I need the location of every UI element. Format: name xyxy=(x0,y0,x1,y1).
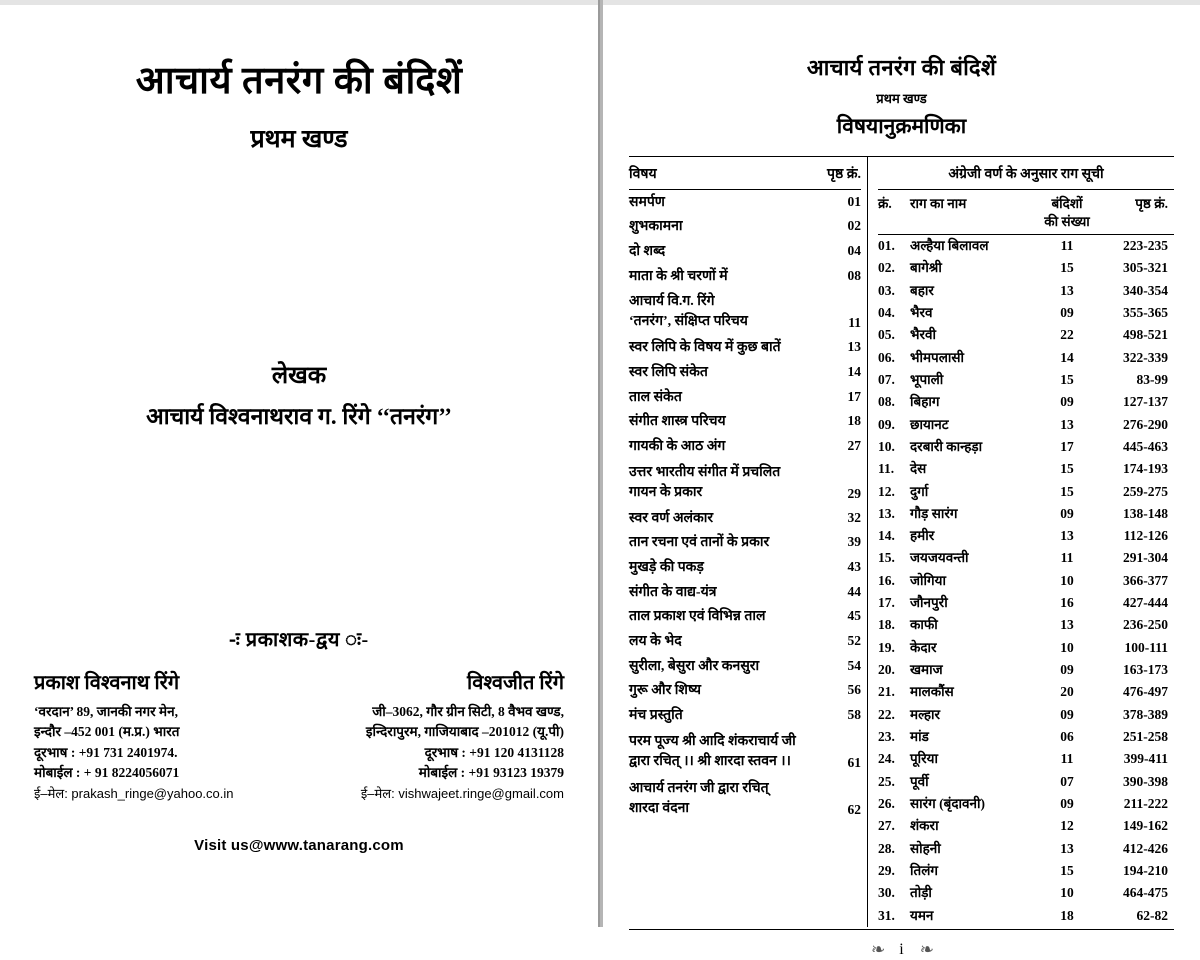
raga-row-count: 10 xyxy=(1060,572,1074,588)
publisher-name: विश्वजीत रिंगे xyxy=(467,671,564,694)
raga-row-pages: 355-365 xyxy=(1123,304,1168,320)
contents-row-title: स्वर लिपि संकेत xyxy=(629,364,708,380)
raga-row[interactable] xyxy=(878,860,1174,882)
contents-row-page: 04 xyxy=(847,242,861,258)
raga-row-num: 26. xyxy=(878,796,895,812)
contents-row[interactable] xyxy=(629,336,861,361)
raga-row[interactable] xyxy=(878,816,1174,838)
contents-row[interactable] xyxy=(629,264,861,289)
raga-row-num: 27. xyxy=(878,818,895,834)
raga-row-name: तिलंग xyxy=(910,863,938,879)
contents-row-title: संगीत के वाद्य-यंत्र xyxy=(629,584,717,600)
raga-row[interactable] xyxy=(878,615,1174,637)
contents-row-title: ताल संकेत xyxy=(629,389,682,405)
raga-row-num: 22. xyxy=(878,706,895,722)
raga-row-pages: 366-377 xyxy=(1123,572,1168,588)
contents-row[interactable] xyxy=(629,555,861,580)
raga-row-pages: 390-398 xyxy=(1123,773,1168,789)
raga-row-count: 15 xyxy=(1060,461,1074,477)
contents-row[interactable] xyxy=(629,580,861,605)
author-block xyxy=(34,358,564,431)
raga-row-pages: 138-148 xyxy=(1123,505,1168,521)
contents-row-title: शुभकामना xyxy=(629,219,683,235)
raga-row-name: अल्हैया बिलावल xyxy=(910,237,989,253)
raga-row-pages: 100-111 xyxy=(1124,639,1168,655)
raga-row-name: जौनपुरी xyxy=(910,595,948,611)
raga-row[interactable] xyxy=(878,726,1174,748)
raga-row[interactable] xyxy=(878,324,1174,346)
raga-row-name: बिहाग xyxy=(910,394,940,410)
contents-header-page: पृष्ठ क्रं. xyxy=(827,167,861,182)
publisher-heading: -ः प्रकाशक-द्वय ः- xyxy=(229,628,369,651)
contents-row-page: 32 xyxy=(847,509,861,525)
contents-row[interactable] xyxy=(629,654,861,679)
contents-row-title: स्वर लिपि के विषय में कुछ बातें xyxy=(629,340,781,356)
raga-row-num: 06. xyxy=(878,349,895,365)
raga-row-pages: 211-222 xyxy=(1123,796,1168,812)
raga-row-pages: 259-275 xyxy=(1123,483,1168,499)
raga-row[interactable] xyxy=(878,235,1174,257)
contents-row-title: आचार्य वि.ग. रिंगे ‘तनरंग’, संक्षिप्त परिचय xyxy=(629,294,748,330)
contents-row[interactable] xyxy=(629,410,861,435)
raga-row-count: 18 xyxy=(1060,907,1074,923)
raga-row[interactable] xyxy=(878,458,1174,480)
contents-row-title: तान रचना एवं तानों के प्रकार xyxy=(629,535,770,551)
raga-row-num: 13. xyxy=(878,505,895,521)
raga-row-count: 09 xyxy=(1060,394,1074,410)
publisher-address-line-2: इन्दिरापुरम, गाजियाबाद –201012 (यू.पी) xyxy=(365,724,564,740)
raga-row-count: 11 xyxy=(1060,237,1074,253)
raga-row-name: देस xyxy=(910,461,927,477)
cover-page xyxy=(0,0,600,927)
raga-row-count: 13 xyxy=(1060,416,1074,432)
toc-heading: विषयानुक्रमणिका xyxy=(836,114,967,138)
raga-row[interactable] xyxy=(878,570,1174,592)
raga-row-num: 09. xyxy=(878,416,895,432)
publisher-address-line-2: इन्दौर –452 001 (म.प्र.) भारत xyxy=(34,724,180,740)
publisher-block-2 xyxy=(299,668,564,804)
contents-row-title: माता के श्री चरणों में xyxy=(629,268,728,284)
raga-row-name: मांड xyxy=(910,729,929,745)
raga-row-count: 09 xyxy=(1060,304,1074,320)
raga-row-name: शंकरा xyxy=(910,818,939,834)
table-bottom-rule xyxy=(629,929,1174,930)
raga-row-name: मल्हार xyxy=(910,706,941,722)
raga-row-count: 13 xyxy=(1060,617,1074,633)
raga-row-num: 04. xyxy=(878,304,895,320)
raga-row-pages: 498-521 xyxy=(1123,327,1168,343)
contents-row[interactable] xyxy=(629,506,861,531)
raga-row[interactable] xyxy=(878,369,1174,391)
raga-row-count: 16 xyxy=(1060,595,1074,611)
raga-row-name: दरबारी कान्हड़ा xyxy=(910,438,983,454)
raga-row-num: 16. xyxy=(878,572,895,588)
raga-row-count: 10 xyxy=(1060,639,1074,655)
raga-table xyxy=(867,157,1174,927)
raga-row-pages: 427-444 xyxy=(1123,595,1168,611)
contents-row-title: मुखड़े की पकड़ xyxy=(629,560,704,576)
contents-row-page: 14 xyxy=(847,363,861,379)
raga-row-pages: 378-389 xyxy=(1123,706,1168,722)
raga-row-pages: 149-162 xyxy=(1123,818,1168,834)
raga-row-num: 14. xyxy=(878,528,895,544)
raga-row-pages: 476-497 xyxy=(1123,684,1168,700)
page-top-edge xyxy=(603,0,1200,5)
publisher-mobile: मोबाईल : + 91 8224056071 xyxy=(34,765,180,781)
raga-row-count: 15 xyxy=(1060,483,1074,499)
raga-row-count: 09 xyxy=(1060,796,1074,812)
contents-row[interactable] xyxy=(629,215,861,240)
raga-row[interactable] xyxy=(878,838,1174,860)
raga-row-num: 21. xyxy=(878,684,895,700)
contents-row-title: आचार्य तनरंग जी द्वारा रचित् शारदा वंदना xyxy=(629,780,769,816)
raga-row-name: केदार xyxy=(910,639,937,655)
raga-row[interactable] xyxy=(878,548,1174,570)
raga-row-name: दुर्गा xyxy=(910,483,929,499)
raga-row[interactable] xyxy=(878,905,1174,927)
contents-row-page: 01 xyxy=(847,193,861,209)
contents-row-page: 43 xyxy=(847,559,861,575)
contents-row[interactable] xyxy=(629,605,861,630)
raga-row-name: बागेश्री xyxy=(910,260,942,276)
toc-book-title: आचार्य तनरंग की बंदिशें xyxy=(806,55,997,80)
raga-row-name: हमीर xyxy=(910,528,935,544)
contents-row-page: 54 xyxy=(847,657,861,673)
raga-row[interactable] xyxy=(878,525,1174,547)
raga-row-num: 30. xyxy=(878,885,895,901)
page-footer xyxy=(629,940,1174,960)
raga-rows xyxy=(878,235,1174,927)
raga-row-count: 15 xyxy=(1060,260,1074,276)
raga-row-pages: 399-411 xyxy=(1123,751,1168,767)
raga-row-count: 17 xyxy=(1060,438,1074,454)
contents-row-title: समर्पण xyxy=(629,194,665,210)
raga-table-header xyxy=(878,190,1174,235)
contents-row-title: उत्तर भारतीय संगीत में प्रचलित गायन के प्रकार xyxy=(629,464,781,500)
raga-row-pages: 174-193 xyxy=(1123,461,1168,477)
raga-row-num: 05. xyxy=(878,327,895,343)
raga-row-num: 18. xyxy=(878,617,895,633)
raga-row-count: 13 xyxy=(1060,282,1074,298)
contents-row-page: 56 xyxy=(847,682,861,698)
contents-row-page: 62 xyxy=(847,801,861,817)
contents-row-title: संगीत शास्त्र परिचय xyxy=(629,414,726,430)
contents-row-page: 11 xyxy=(848,315,861,331)
contents-table-header xyxy=(629,157,861,190)
raga-row-name: खमाज xyxy=(910,662,943,678)
raga-row-num: 08. xyxy=(878,394,895,410)
raga-row[interactable] xyxy=(878,257,1174,279)
contents-row-page: 45 xyxy=(847,608,861,624)
contents-row-page: 29 xyxy=(847,485,861,501)
website-link[interactable]: Visit us@www.tanarang.com xyxy=(194,836,404,854)
raga-row-num: 29. xyxy=(878,863,895,879)
raga-row-pages: 223-235 xyxy=(1123,237,1168,253)
raga-row-num: 25. xyxy=(878,773,895,789)
raga-row-num: 03. xyxy=(878,282,895,298)
raga-row-count: 11 xyxy=(1060,751,1074,767)
raga-row-pages: 194-210 xyxy=(1123,863,1168,879)
toc-tables xyxy=(629,156,1174,927)
book-title: आचार्य तनरंग की बंदिशें xyxy=(135,60,463,102)
raga-row-name: सारंग (बृंदावनी) xyxy=(910,796,985,812)
contents-row[interactable] xyxy=(629,434,861,459)
raga-header-count: बंदिशों की संख्या xyxy=(1044,196,1090,229)
book-volume: प्रथम खण्ड xyxy=(250,125,348,153)
raga-row[interactable] xyxy=(878,793,1174,815)
raga-row-num: 19. xyxy=(878,639,895,655)
raga-row-count: 07 xyxy=(1060,773,1074,789)
raga-row-name: जयजयवन्ती xyxy=(910,550,969,566)
raga-row[interactable] xyxy=(878,481,1174,503)
raga-row-num: 11. xyxy=(878,461,895,477)
contents-row-page: 58 xyxy=(847,707,861,723)
raga-row-pages: 322-339 xyxy=(1123,349,1168,365)
raga-row[interactable] xyxy=(878,347,1174,369)
raga-row-count: 14 xyxy=(1060,349,1074,365)
raga-row-name: पूर्वी xyxy=(910,773,929,789)
raga-row-count: 22 xyxy=(1060,327,1074,343)
raga-row-num: 15. xyxy=(878,550,895,566)
contents-row[interactable] xyxy=(629,459,861,506)
publisher-email[interactable]: ई–मेल: prakash_ringe@yahoo.co.in xyxy=(34,785,234,801)
contents-row-page: 17 xyxy=(847,388,861,404)
raga-row-num: 10. xyxy=(878,438,895,454)
contents-row-title: गुरू और शिष्य xyxy=(629,683,702,699)
contents-row-title: गायकी के आठ अंग xyxy=(629,439,726,455)
publisher-address-line-1: ‘वरदान’ 89, जानकी नगर मेन, xyxy=(34,703,178,719)
contents-row-title: दो शब्द xyxy=(629,243,666,259)
raga-row-pages: 276-290 xyxy=(1123,416,1168,432)
contents-row-title: लय के भेद xyxy=(629,634,682,650)
page-top-edge xyxy=(0,0,598,5)
raga-row-name: पूरिया xyxy=(910,751,939,767)
raga-table-banner: अंग्रेजी वर्ण के अनुसार राग सूची xyxy=(878,157,1174,190)
raga-row-num: 28. xyxy=(878,840,895,856)
raga-row-name: छायानट xyxy=(910,416,949,432)
contents-row-page: 27 xyxy=(847,438,861,454)
contents-row-page: 13 xyxy=(847,339,861,355)
contents-row-page: 61 xyxy=(847,754,861,770)
raga-row-pages: 127-137 xyxy=(1123,394,1168,410)
contents-row-page: 08 xyxy=(847,267,861,283)
raga-row-name: बहार xyxy=(910,282,934,298)
raga-row[interactable] xyxy=(878,436,1174,458)
raga-row-pages: 464-475 xyxy=(1123,885,1168,901)
raga-header-name: राग का नाम xyxy=(910,196,967,211)
raga-row[interactable] xyxy=(878,391,1174,413)
raga-row-pages: 251-258 xyxy=(1123,729,1168,745)
raga-row-pages: 340-354 xyxy=(1123,282,1168,298)
contents-row-page: 39 xyxy=(847,534,861,550)
raga-row-num: 20. xyxy=(878,662,895,678)
contents-row[interactable] xyxy=(629,728,861,775)
raga-row-num: 17. xyxy=(878,595,895,611)
raga-row[interactable] xyxy=(878,749,1174,771)
contents-row[interactable] xyxy=(629,531,861,556)
contents-row[interactable] xyxy=(629,704,861,729)
contents-row-title: सुरीला, बेसुरा और कनसुरा xyxy=(629,658,760,674)
contents-row-title: स्वर वर्ण अलंकार xyxy=(629,510,714,526)
contents-row-page: 52 xyxy=(847,633,861,649)
ornament-left-icon: ❧ xyxy=(871,940,884,960)
raga-row-count: 15 xyxy=(1060,863,1074,879)
raga-row-name: भूपाली xyxy=(910,371,944,387)
raga-row-num: 24. xyxy=(878,751,895,767)
raga-row-name: जोगिया xyxy=(910,572,946,588)
contents-row[interactable] xyxy=(629,630,861,655)
raga-row-count: 11 xyxy=(1060,550,1074,566)
contents-page xyxy=(600,0,1200,960)
raga-row-pages: 163-173 xyxy=(1123,662,1168,678)
contents-table xyxy=(629,157,867,927)
contents-row-page: 44 xyxy=(847,583,861,599)
contents-row[interactable] xyxy=(629,190,861,215)
raga-row-num: 12. xyxy=(878,483,895,499)
raga-row[interactable] xyxy=(878,771,1174,793)
raga-row[interactable] xyxy=(878,704,1174,726)
raga-row-count: 12 xyxy=(1060,818,1074,834)
raga-row[interactable] xyxy=(878,302,1174,324)
publisher-email[interactable]: ई–मेल: vishwajeet.ringe@gmail.com xyxy=(360,785,564,801)
raga-row-name: काफी xyxy=(910,617,938,633)
raga-row[interactable] xyxy=(878,682,1174,704)
contents-row-title: ताल प्रकाश एवं विभिन्न ताल xyxy=(629,609,766,625)
raga-row-count: 09 xyxy=(1060,706,1074,722)
raga-row-name: सोहनी xyxy=(910,840,941,856)
contents-rows xyxy=(629,190,861,822)
raga-row-count: 09 xyxy=(1060,505,1074,521)
publisher-block-1 xyxy=(34,668,299,804)
raga-row-pages: 291-304 xyxy=(1123,550,1168,566)
raga-row-pages: 305-321 xyxy=(1123,260,1168,276)
raga-row-name: भैरवी xyxy=(910,327,937,343)
contents-row[interactable] xyxy=(629,239,861,264)
raga-row-pages: 412-426 xyxy=(1123,840,1168,856)
contents-row-title: मंच प्रस्तुति xyxy=(629,708,683,724)
author-label: लेखक xyxy=(271,362,327,389)
publisher-mobile: मोबाईल : +91 93123 19379 xyxy=(418,765,564,781)
raga-row-pages: 445-463 xyxy=(1123,438,1168,454)
raga-row-count: 09 xyxy=(1060,662,1074,678)
publisher-name: प्रकाश विश्वनाथ रिंगे xyxy=(34,671,180,694)
ornament-right-icon: ❧ xyxy=(919,940,932,960)
raga-row-count: 06 xyxy=(1060,729,1074,745)
author-name: आचार्य विश्वनाथराव ग. रिंगे ‘‘तनरंग’’ xyxy=(146,403,452,429)
raga-row[interactable] xyxy=(878,592,1174,614)
raga-row-name: यमन xyxy=(910,907,934,923)
raga-row-num: 02. xyxy=(878,260,895,276)
publisher-phone: दूरभाष : +91 731 2401974. xyxy=(34,744,178,760)
raga-row-pages: 236-250 xyxy=(1123,617,1168,633)
raga-row-name: गौड़ सारंग xyxy=(910,505,958,521)
raga-row-num: 07. xyxy=(878,371,895,387)
publisher-address-line-1: जी–3062, गौर ग्रीन सिटी, 8 वैभव खण्ड, xyxy=(372,703,564,719)
contents-row-title: परम पूज्य श्री आदि शंकराचार्य जी द्वारा रचित् ।। श्री शारदा स्तवन ।। xyxy=(629,733,796,769)
raga-row-name: मालकौंस xyxy=(910,684,954,700)
contents-header-subject: विषय xyxy=(629,167,657,182)
raga-row-num: 01. xyxy=(878,237,895,253)
raga-row[interactable] xyxy=(878,659,1174,681)
raga-row-pages: 62-82 xyxy=(1136,907,1168,923)
contents-row-page: 18 xyxy=(847,413,861,429)
raga-row-name: भैरव xyxy=(910,304,933,320)
contents-row[interactable] xyxy=(629,360,861,385)
contents-row[interactable] xyxy=(629,775,861,822)
raga-row-pages: 112-126 xyxy=(1123,528,1168,544)
contents-row[interactable] xyxy=(629,679,861,704)
page-number: i xyxy=(899,941,904,959)
raga-row-count: 15 xyxy=(1060,371,1074,387)
raga-row[interactable] xyxy=(878,280,1174,302)
publisher-phone: दूरभाष : +91 120 4131128 xyxy=(424,744,564,760)
toc-volume: प्रथम खण्ड xyxy=(876,91,927,106)
raga-row-count: 13 xyxy=(1060,840,1074,856)
raga-row-count: 13 xyxy=(1060,528,1074,544)
raga-row[interactable] xyxy=(878,503,1174,525)
raga-row[interactable] xyxy=(878,414,1174,436)
contents-row[interactable] xyxy=(629,385,861,410)
raga-row-count: 20 xyxy=(1060,684,1074,700)
raga-row[interactable] xyxy=(878,637,1174,659)
contents-row[interactable] xyxy=(629,289,861,336)
contents-row-page: 02 xyxy=(847,218,861,234)
raga-row-pages: 83-99 xyxy=(1136,371,1168,387)
raga-header-num: क्रं. xyxy=(878,196,892,211)
raga-header-pages: पृष्ठ क्रं. xyxy=(1135,196,1168,211)
raga-row-name: भीमपलासी xyxy=(910,349,964,365)
raga-row-count: 10 xyxy=(1060,885,1074,901)
raga-row-num: 31. xyxy=(878,907,895,923)
publishers-row xyxy=(34,668,564,804)
raga-row-name: तोड़ी xyxy=(910,885,932,901)
raga-row[interactable] xyxy=(878,883,1174,905)
raga-row-num: 23. xyxy=(878,729,895,745)
